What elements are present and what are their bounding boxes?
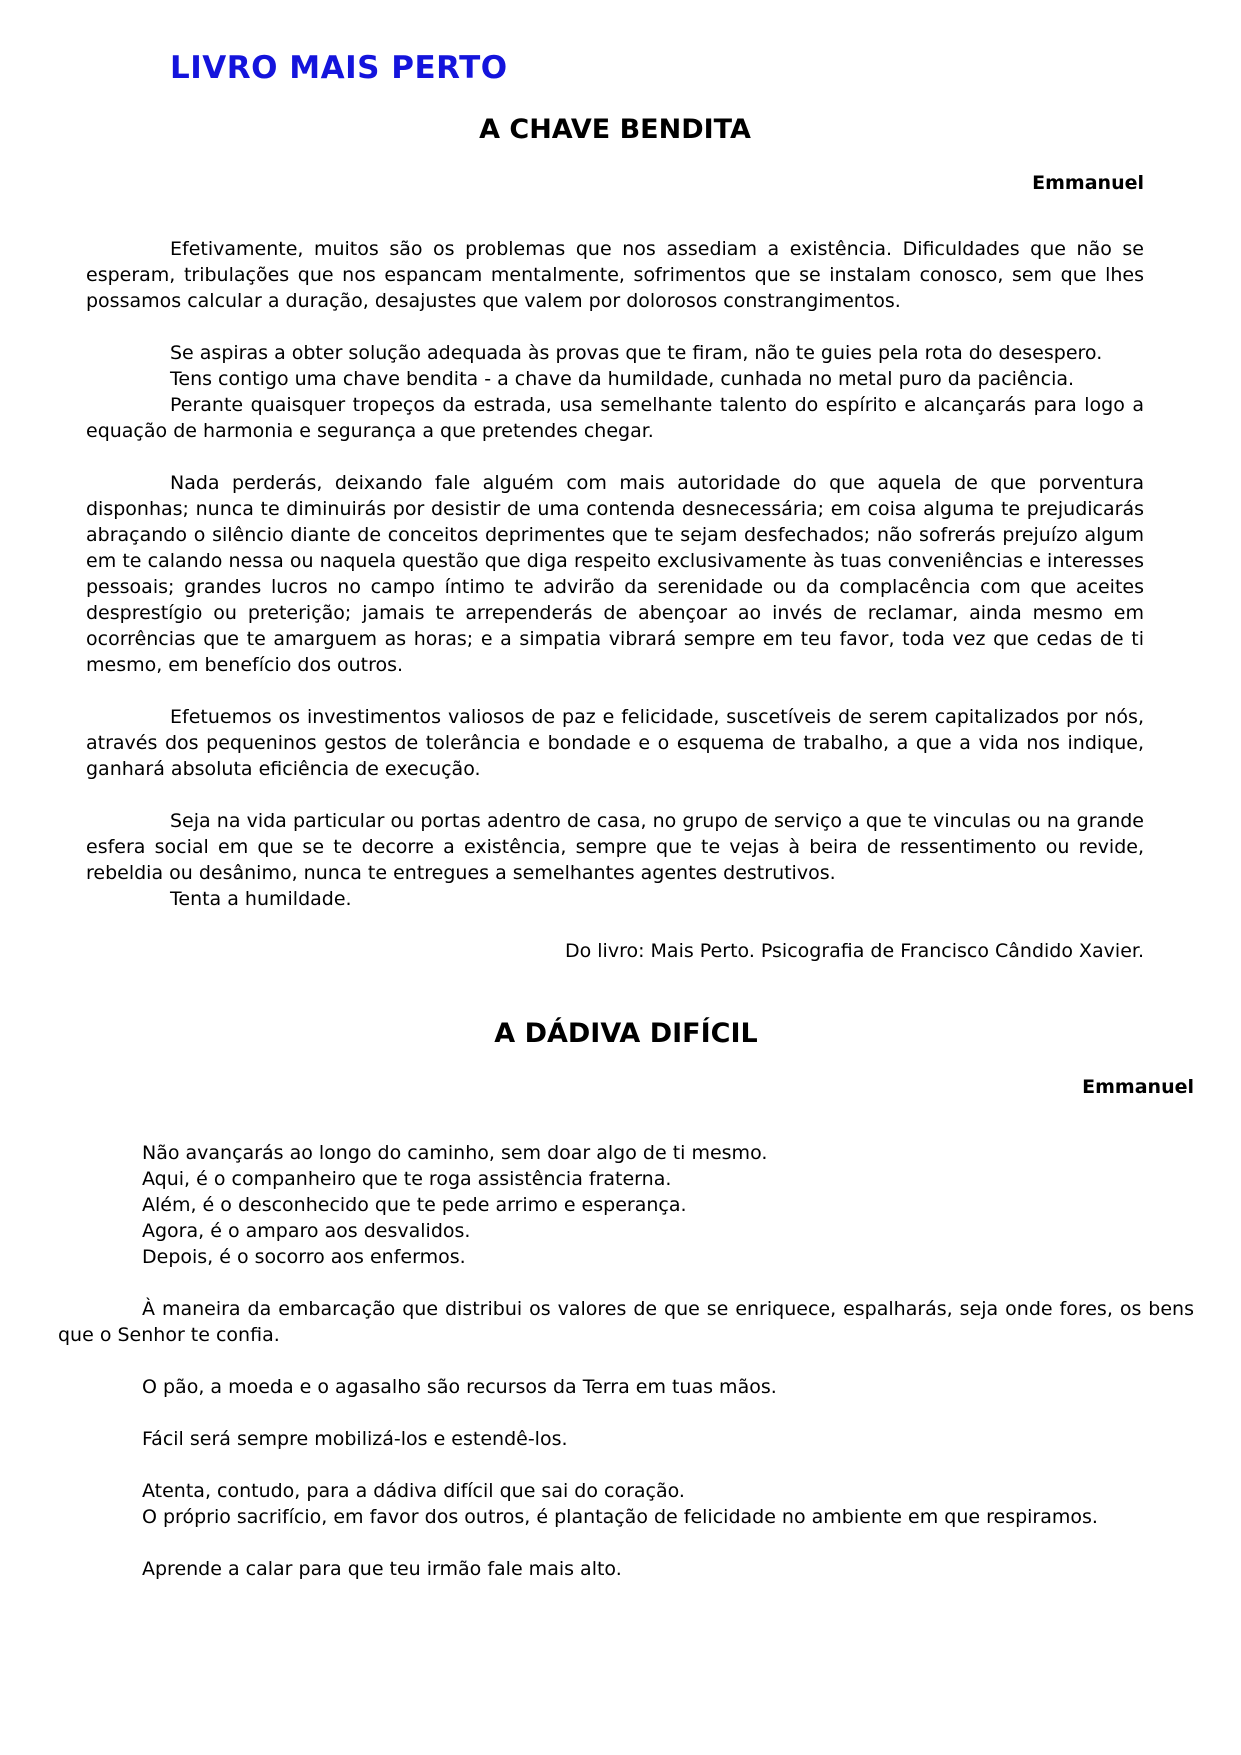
ch1-paragraph-1: Efetivamente, muitos são os problemas que nos assediam a existência. Dificuldades que não se esperam, tribulações que nos espancam mentalmente, sofrimentos que se instalam conosco, sem que lhes possamos calcular a duração, desajustes que valem por dolorosos constrangimentos. [86,238,1144,312]
ch2-paragraph-9: Atenta, contudo, para a dádiva difícil que sai do coração. [142,1480,685,1502]
ch1-paragraph-6: Efetuemos os investimentos valiosos de paz e felicidade, suscetíveis de serem capitalizados por nós, através dos pequeninos gestos de tolerância e bondade e o esquema de trabalho, a que a vida nos indique, ganhará absoluta eficiência de execução. [86,706,1144,780]
ch2-paragraph-7: O pão, a moeda e o agasalho são recursos da Terra em tuas mãos. [142,1376,777,1398]
chapter-1 [0,114,1241,964]
ch2-paragraph-6: À maneira da embarcação que distribui os valores de que se enriquece, espalharás, seja onde fores, os bens que o Senhor te confia. [58,1298,1194,1346]
ch2-paragraph-3: Além, é o desconhecido que te pede arrimo e esperança. [142,1194,687,1216]
ch1-paragraph-2: Se aspiras a obter solução adequada às provas que te firam, não te guies pela rota do desespero. [170,342,1103,364]
source-attribution: Do livro: Mais Perto. Psicografia de Francisco Cândido Xavier. [564,940,1144,962]
ch1-paragraph-8: Tenta a humildade. [170,888,352,910]
ch2-paragraph-2: Aqui, é o companheiro que te roga assistência fraterna. [142,1168,672,1190]
ch1-paragraph-4: Perante quaisquer tropeços da estrada, usa semelhante talento do espírito e alcançarás para logo a equação de harmonia e segurança a que pretendes chegar. [86,394,1144,442]
ch1-paragraph-7: Seja na vida particular ou portas adentro de casa, no grupo de serviço a que te vinculas ou na grande esfera social em que se te decorre a existência, sempre que te vejas à beira de ressentimento ou revide, rebeldia ou desânimo, nunca te entregues a semelhantes agentes destrutivos. [86,810,1144,884]
chapter-2 [0,1018,1241,1582]
ch2-paragraph-4: Agora, é o amparo aos desvalidos. [142,1220,471,1242]
chapter-1-title: A CHAVE BENDITA [479,114,751,145]
chapter-2-title: A DÁDIVA DIFÍCIL [494,1018,758,1049]
ch2-paragraph-5: Depois, é o socorro aos enfermos. [142,1246,466,1268]
ch2-paragraph-10: O próprio sacrifício, em favor dos outros, é plantação de felicidade no ambiente em que respiramos. [142,1506,1098,1528]
ch1-paragraph-3: Tens contigo uma chave bendita - a chave da humildade, cunhada no metal puro da paciência. [170,368,1075,390]
ch2-paragraph-8: Fácil será sempre mobilizá-los e estendê-los. [142,1428,568,1450]
book-title: LIVRO MAIS PERTO [170,50,508,86]
chapter-1-author-byline: Emmanuel [1032,172,1144,194]
chapter-2-author-byline: Emmanuel [1082,1076,1194,1098]
ch2-paragraph-11: Aprende a calar para que teu irmão fale mais alto. [142,1558,622,1580]
ch1-paragraph-5: Nada perderás, deixando fale alguém com mais autoridade do que aquela de que porventura disponhas; nunca te diminuirás por desistir de uma contenda desnecessária; em coisa alguma te prejudicarás abraçando o silêncio diante de conceitos deprimentes que te sejam desfechados; não sofrerás prejuízo algum em te calando nessa ou naquela questão que diga respeito exclusivamente às tuas conveniências e interesses pessoais; grandes lucros no campo íntimo te advirão da serenidade ou da complacência com que aceites desprestígio ou preterição; jamais te arrependerás de abençoar ao invés de reclamar, ainda mesmo em ocorrências que te amarguem as horas; e a simpatia vibrará sempre em teu favor, toda vez que cedas de ti mesmo, em benefício dos outros. [86,472,1144,676]
ch2-paragraph-1: Não avançarás ao longo do caminho, sem doar algo de ti mesmo. [142,1142,768,1164]
